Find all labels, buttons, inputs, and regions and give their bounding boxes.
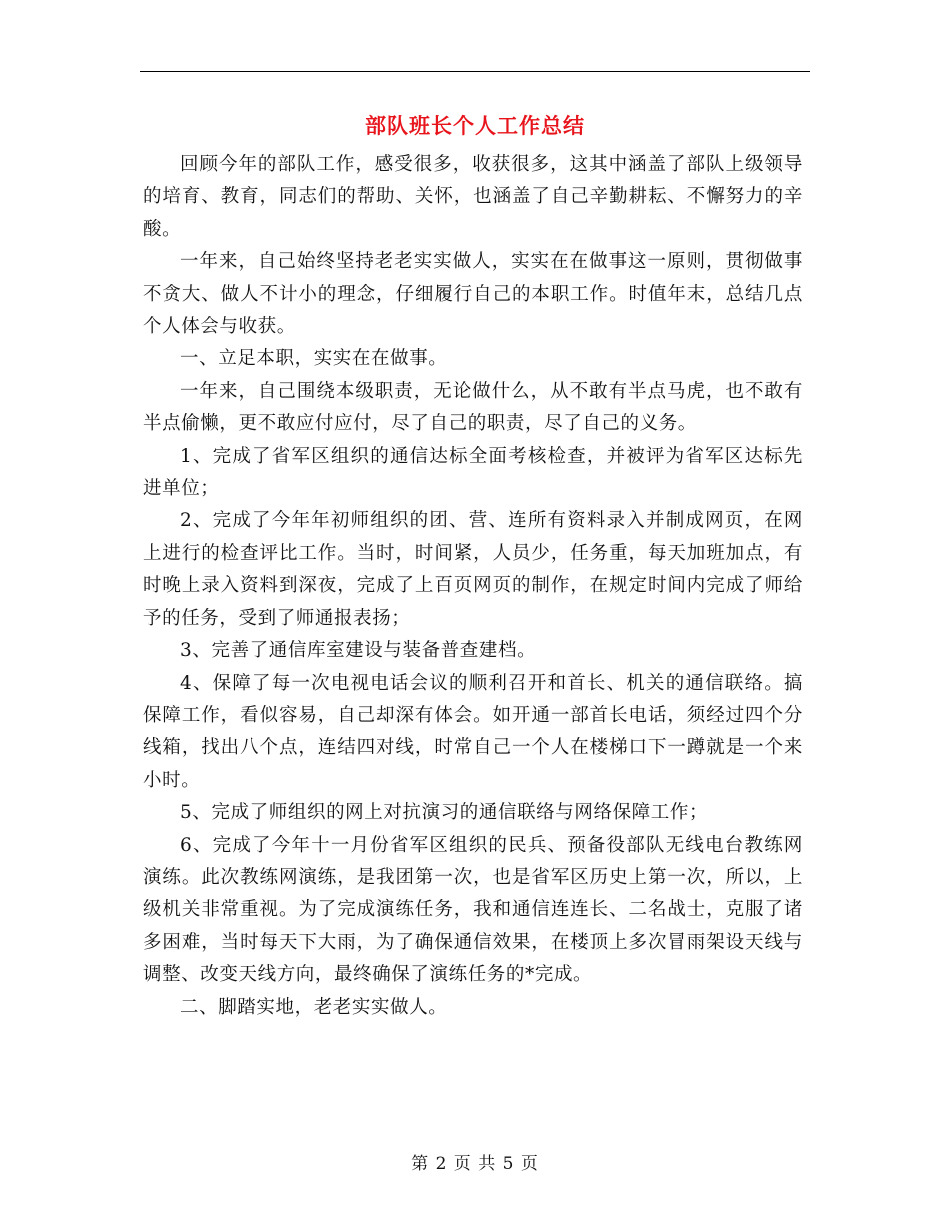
paragraph-principle: 一年来，自己始终坚持老老实实做人，实实在在做事这一原则，贯彻做事不贪大、做人不计小的理念，仔细履行自己的本职工作。时值年末，总结几点个人体会与收获。	[143, 251, 803, 338]
list-item-1: 1、完成了省军区组织的通信达标全面考核检查，并被评为省军区达标先进单位；	[143, 445, 803, 500]
list-item-2: 2、完成了今年年初师组织的团、营、连所有资料录入并制成网页，在网上进行的检查评比工作。当时，时间紧，人员少，任务重，每天加班加点，有时晚上录入资料到深夜，完成了上百页网页的制作，在规定时间内完成了师给予的任务，受到了师通报表扬；	[143, 510, 803, 629]
page-number: 第 2 页 共 5 页	[411, 1154, 539, 1174]
list-item-4: 4、保障了每一次电视电话会议的顺利召开和首长、机关的通信联络。搞保障工作，看似容易，自己却深有体会。如开通一部首长电话，须经过四个分线箱，找出八个点，连结四对线，时常自己一个人在楼梯口下一蹲就是一个来小时。	[143, 672, 803, 791]
list-item-3: 3、完善了通信库室建设与装备普查建档。	[180, 640, 537, 662]
paragraph-intro: 回顾今年的部队工作，感受很多，收获很多，这其中涵盖了部队上级领导的培育、教育，同志们的帮助、关怀，也涵盖了自己辛勤耕耘、不懈努力的辛酸。	[143, 154, 803, 240]
header-rule	[140, 71, 810, 72]
list-item-5: 5、完成了师组织的网上对抗演习的通信联络与网络保障工作；	[180, 802, 709, 824]
document-title: 部队班长个人工作总结	[365, 113, 585, 138]
section-heading-1: 一、立足本职，实实在在做事。	[180, 348, 448, 370]
paragraph-duty: 一年来，自己围绕本级职责，无论做什么，从不敢有半点马虎，也不敢有半点偷懒，更不敢应付应付，尽了自己的职责，尽了自己的义务。	[143, 380, 803, 435]
document-body	[143, 149, 803, 1024]
section-heading-2: 二、脚踏实地，老老实实做人。	[180, 996, 448, 1018]
list-item-6: 6、完成了今年十一月份省军区组织的民兵、预备役部队无线电台教练网演练。此次教练网演练，是我团第一次，也是省军区历史上第一次，所以，上级机关非常重视。为了完成演练任务，我和通信连连长、二名战士，克服了诸多困难，当时每天下大雨，为了确保通信效果，在楼顶上多次冒雨架设天线与调整、改变天线方向，最终确保了演练任务的*完成。	[143, 834, 803, 986]
